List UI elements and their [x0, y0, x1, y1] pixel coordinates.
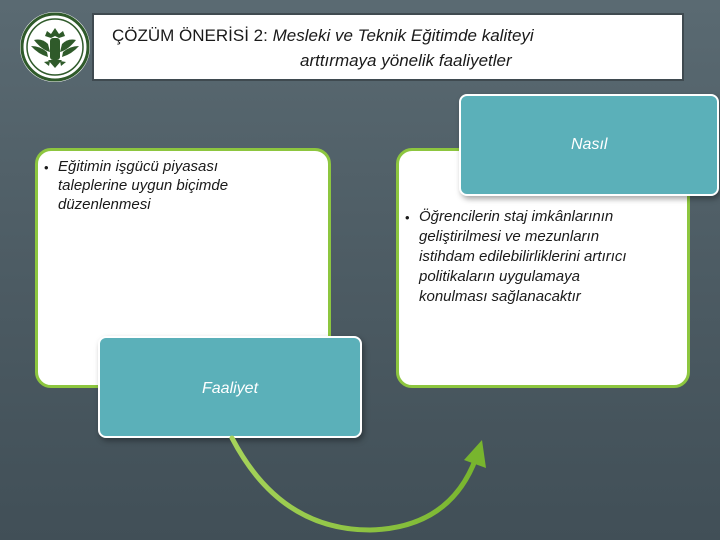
title-line-1: Mesleki ve Teknik Eğitimde kaliteyi	[272, 26, 534, 45]
faaliyet-tab	[98, 336, 362, 438]
left-card-line-2: taleplerine uygun biçimde	[58, 177, 229, 194]
page-title	[112, 26, 534, 46]
right-card-line-4: politikaların uygulamaya	[419, 268, 580, 285]
right-card-line-1: Öğrencilerin staj imkânlarının	[419, 208, 614, 225]
faaliyet-label: Faaliyet	[202, 380, 259, 397]
university-emblem-icon	[20, 12, 90, 82]
right-card-line-2: geliştirilmesi ve mezunların	[419, 228, 600, 245]
right-card-line-3: istihdam edilebilirliklerini artırıcı	[419, 248, 627, 265]
nasil-tab	[459, 94, 719, 196]
right-card-line-5: konulması sağlanacaktır	[419, 288, 581, 305]
curved-arrow-icon	[220, 430, 500, 540]
left-card-line-1: Eğitimin işgücü piyasası	[58, 158, 219, 175]
bullet-dot: •	[44, 160, 49, 175]
title-box	[92, 13, 684, 81]
title-prefix: ÇÖZÜM ÖNERİSİ 2:	[112, 26, 268, 45]
title-line-2: arttırmaya yönelik faaliyetler	[300, 51, 512, 70]
nasil-label: Nasıl	[571, 136, 608, 153]
left-card-line-3: düzenlenmesi	[58, 196, 151, 213]
bullet-dot: •	[405, 210, 410, 225]
